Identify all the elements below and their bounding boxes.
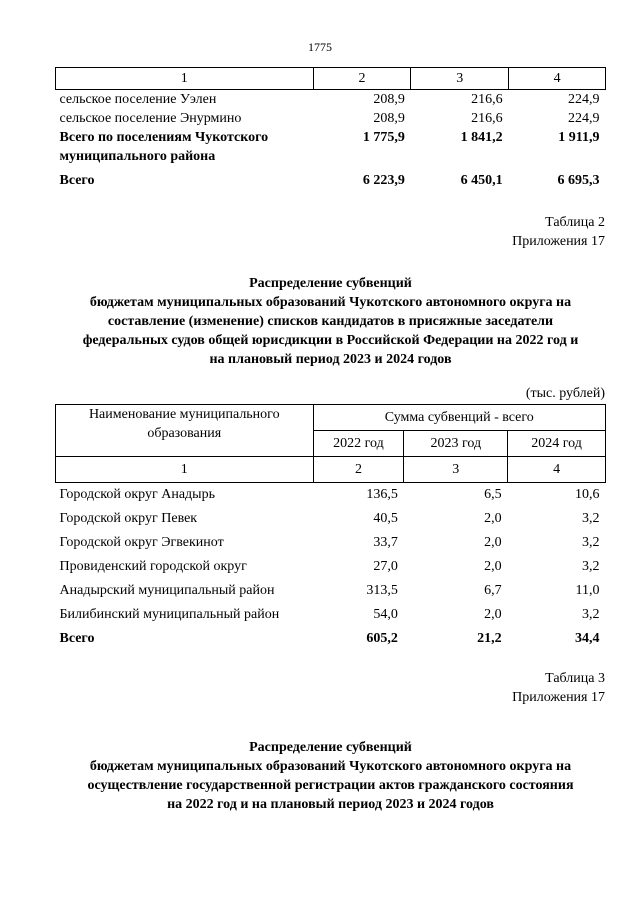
table-3-caption xyxy=(512,669,605,707)
subtotal-row xyxy=(56,128,606,166)
value-2024: 11,0 xyxy=(575,583,600,598)
table-header-column-numbers xyxy=(56,68,606,90)
title-line: бюджетам муниципальных образований Чукотского автономного округа на xyxy=(89,759,572,774)
value-2024: 3,2 xyxy=(582,559,600,574)
value-2022: 313,5 xyxy=(366,583,398,598)
table-2 xyxy=(55,404,606,651)
table-3-title xyxy=(55,738,606,814)
table-1-continuation xyxy=(55,67,606,190)
value-2024: 224,9 xyxy=(568,92,600,107)
row-name: сельское поселение Уэлен xyxy=(59,92,217,107)
table-2-caption xyxy=(512,213,605,251)
appendix-label: Приложения 17 xyxy=(512,234,605,249)
table-header-row xyxy=(56,405,606,431)
year-header: 2023 год xyxy=(404,431,508,457)
column-number: 3 xyxy=(404,457,508,483)
value-2023: 1 841,2 xyxy=(460,130,503,145)
column-number: 3 xyxy=(411,68,509,90)
title-line: бюджетам муниципальных образований Чукотского автономного округа на xyxy=(89,295,572,310)
table-2-title xyxy=(55,274,606,369)
value-2023: 216,6 xyxy=(471,92,503,107)
row-name: Городской округ Эгвекинот xyxy=(59,535,224,550)
value-2024: 1 911,9 xyxy=(558,130,600,145)
header-name-line2: образования xyxy=(147,426,222,441)
table-row xyxy=(56,90,606,110)
value-2024: 3,2 xyxy=(582,607,600,622)
value-2023: 6,7 xyxy=(484,583,502,598)
units-label: (тыс. рублей) xyxy=(525,386,605,401)
table-row xyxy=(56,531,606,555)
header-name xyxy=(56,405,314,457)
year-header: 2022 год xyxy=(313,431,404,457)
appendix-label: Приложения 17 xyxy=(512,690,605,705)
table-label: Таблица 3 xyxy=(545,671,605,686)
value-2022: 54,0 xyxy=(373,607,398,622)
table-row xyxy=(56,109,606,128)
column-number: 1 xyxy=(56,457,314,483)
row-name: Всего xyxy=(59,631,95,646)
title-line: составление (изменение) списков кандидатов в присяжные заседатели xyxy=(107,314,554,329)
value-2022: 208,9 xyxy=(373,111,405,126)
table-row xyxy=(56,483,606,508)
value-2022: 605,2 xyxy=(366,631,398,646)
column-number: 4 xyxy=(508,457,606,483)
value-2024: 3,2 xyxy=(582,511,600,526)
column-number: 2 xyxy=(313,68,411,90)
title-line: федеральных судов общей юрисдикции в Российской Федерации на 2022 год и xyxy=(82,333,579,348)
year-header: 2024 год xyxy=(508,431,606,457)
title-line: на 2022 год и на плановый период 2023 и 2024 годов xyxy=(167,797,494,812)
row-name: Городской округ Анадырь xyxy=(59,487,215,502)
title-line: на плановый период 2023 и 2024 годов xyxy=(209,352,452,367)
row-name: Всего xyxy=(59,173,95,188)
column-number: 1 xyxy=(56,68,314,90)
value-2023: 6 450,1 xyxy=(460,173,503,188)
total-row xyxy=(56,627,606,651)
value-2023: 6,5 xyxy=(484,487,502,502)
value-2023: 2,0 xyxy=(484,511,502,526)
page-number: 1775 xyxy=(308,40,332,54)
value-2022: 1 775,9 xyxy=(362,130,405,145)
value-2022: 33,7 xyxy=(373,535,398,550)
subtotal-name-line1: Всего по поселениям Чукотского xyxy=(59,130,269,145)
header-sum: Сумма субвенций - всего xyxy=(313,405,605,431)
header-name-line1: Наименование муниципального xyxy=(88,407,280,422)
value-2024: 6 695,3 xyxy=(557,173,600,188)
value-2024: 224,9 xyxy=(568,111,600,126)
value-2022: 27,0 xyxy=(373,559,398,574)
row-name: Городской округ Певек xyxy=(59,511,198,526)
column-number: 4 xyxy=(509,68,606,90)
table-header-column-numbers xyxy=(56,457,606,483)
row-name: Билибинский муниципальный район xyxy=(59,607,280,622)
value-2023: 2,0 xyxy=(484,559,502,574)
value-2023: 21,2 xyxy=(477,631,502,646)
value-2022: 208,9 xyxy=(373,92,405,107)
row-name: Провиденский городской округ xyxy=(59,559,247,574)
value-2022: 6 223,9 xyxy=(362,173,405,188)
table-label: Таблица 2 xyxy=(545,215,605,230)
value-2022: 136,5 xyxy=(366,487,398,502)
title-line: осуществление государственной регистрации актов гражданского состояния xyxy=(87,778,574,793)
table-row xyxy=(56,507,606,531)
title-line: Распределение субвенций xyxy=(249,276,412,291)
title-line: Распределение субвенций xyxy=(249,740,412,755)
value-2024: 10,6 xyxy=(575,487,600,502)
column-number: 2 xyxy=(313,457,404,483)
value-2023: 2,0 xyxy=(484,535,502,550)
row-name: Анадырский муниципальный район xyxy=(59,583,275,598)
table-row xyxy=(56,579,606,603)
row-name: сельское поселение Энурмино xyxy=(59,111,242,126)
value-2022: 40,5 xyxy=(373,511,398,526)
row-name xyxy=(56,128,314,166)
total-row xyxy=(56,166,606,190)
subtotal-name-line2: муниципального района xyxy=(59,149,216,164)
table-row xyxy=(56,603,606,627)
table-row xyxy=(56,555,606,579)
value-2023: 2,0 xyxy=(484,607,502,622)
value-2024: 34,4 xyxy=(575,631,600,646)
value-2023: 216,6 xyxy=(471,111,503,126)
value-2024: 3,2 xyxy=(582,535,600,550)
